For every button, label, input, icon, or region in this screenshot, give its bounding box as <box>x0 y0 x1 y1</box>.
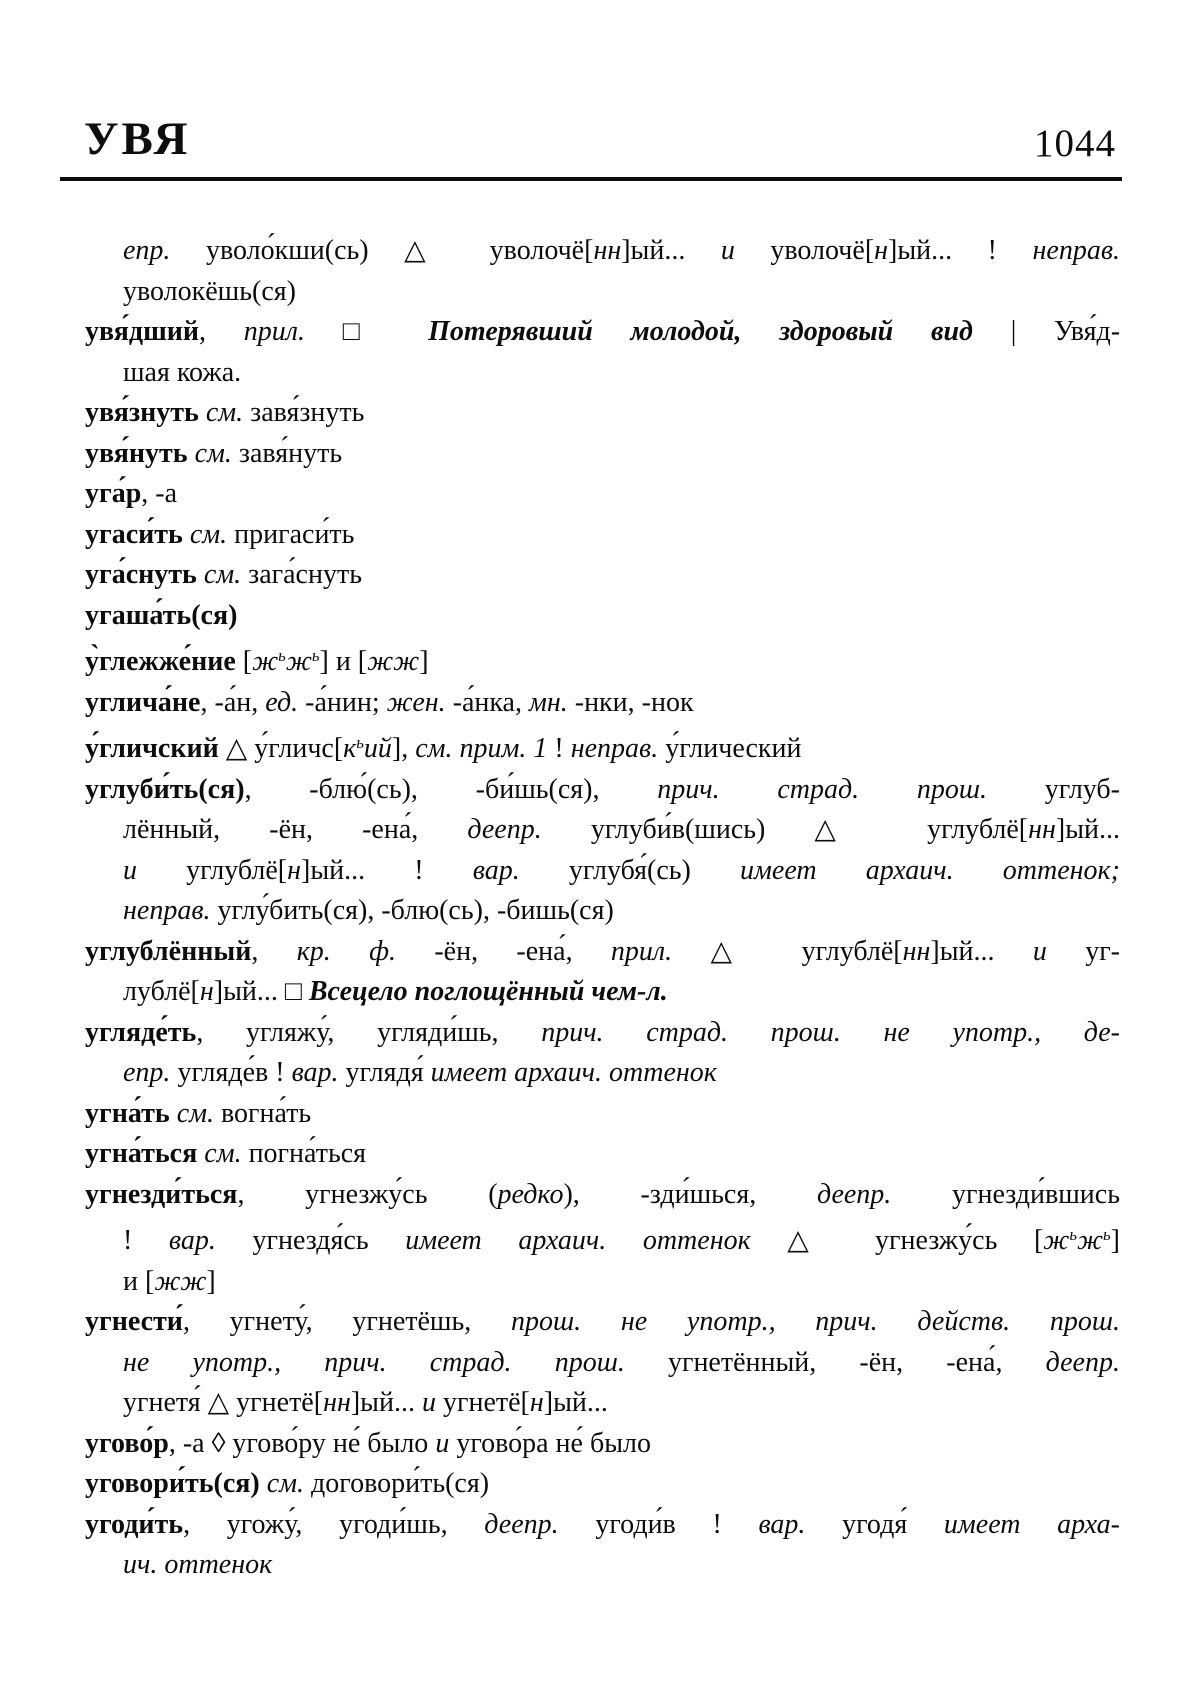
entry-line <box>85 1134 1120 1175</box>
running-head: УВЯ <box>84 113 191 165</box>
superscript-soft-sign: ь <box>1103 1225 1111 1244</box>
grammar-label: см. <box>197 1138 242 1169</box>
grammar-label: прич. страд. прош. <box>657 773 988 805</box>
grammar-label: прич. страд. прош. не употр., де- <box>541 1016 1120 1048</box>
headword: у́гличский <box>85 733 219 764</box>
body-text: углубя́(сь) <box>519 854 741 886</box>
entry-line <box>85 1302 1120 1343</box>
body-text: углуби́в(шись) △ углублё[ <box>541 814 1029 845</box>
body-text: угнетённый, -ён, -ена́, <box>624 1346 1046 1378</box>
grammar-label: см. <box>259 1468 305 1499</box>
body-text: угнетё[ <box>435 1387 530 1418</box>
body-text: ]ый... ! <box>888 235 1033 266</box>
body-text: △ угнезжу́сь [ <box>750 1225 1044 1256</box>
page-number: 1044 <box>1034 122 1116 165</box>
entry-line <box>85 723 1120 770</box>
grammar-label: ед. <box>265 686 299 718</box>
grammar-label: и <box>720 235 735 266</box>
grammar-label: кр. ф. <box>296 935 396 967</box>
body-text: ]ый... <box>350 1387 422 1418</box>
body-text: △ углублё[ <box>672 935 903 967</box>
body-text: ]ый... <box>621 235 721 266</box>
grammar-label: н <box>529 1387 544 1418</box>
headword: углублённый <box>85 935 252 967</box>
entry-line <box>85 972 1120 1013</box>
entry-line <box>85 1424 1120 1465</box>
superscript-soft-sign: ь <box>356 733 364 752</box>
headword: угоди́ть <box>85 1508 184 1540</box>
grammar-label: имеет архаич. оттенок <box>430 1057 717 1088</box>
body-text: угнетя́ △ угнетё[ <box>123 1387 324 1418</box>
grammar-label: вар. <box>472 854 520 886</box>
entry-line <box>85 891 1120 932</box>
body-text: -а́нин; <box>298 686 387 718</box>
body-text: □ <box>304 316 429 347</box>
grammar-label: см. прим. 1 <box>415 733 548 764</box>
grammar-label: неправ. <box>1032 235 1121 266</box>
body-text: пригаси́ть <box>227 518 355 550</box>
body-text: зага́снуть <box>241 559 362 590</box>
body-text: , угнету́, угнетёшь, <box>182 1306 511 1337</box>
body-text: ! <box>123 1225 169 1256</box>
body-text: шая кожа. <box>123 356 242 388</box>
grammar-label: прил. <box>610 935 673 967</box>
body-text: углублё[ <box>137 854 288 886</box>
body-text: уволочё[ <box>734 235 875 266</box>
body-text: , -а́н, <box>200 686 266 718</box>
entry-line <box>85 434 1120 475</box>
body-text: и [ <box>123 1265 155 1297</box>
entry-line <box>85 1343 1120 1384</box>
headword: угаси́ть <box>85 518 183 550</box>
grammar-label: к <box>343 733 357 764</box>
grammar-label: имеет архаич. оттенок; <box>740 854 1120 886</box>
grammar-label: вар. <box>291 1057 339 1088</box>
body-text: ]ый... <box>930 935 1033 967</box>
body-text: △ у́гличс[ <box>218 733 344 764</box>
grammar-label: н <box>199 976 214 1007</box>
entry-line <box>85 1545 1120 1586</box>
body-text: -нки, -нок <box>567 686 694 718</box>
entry-line <box>85 683 1120 724</box>
grammar-label: ж <box>252 646 279 677</box>
grammar-label: см. <box>196 559 242 590</box>
body-text: ] <box>419 646 429 677</box>
body-text: , угляжу́, угляди́шь, <box>196 1016 542 1048</box>
body-text: уг- <box>1046 935 1121 967</box>
headword: угнезди́ться <box>85 1178 238 1210</box>
grammar-label: см. <box>169 1097 214 1129</box>
body-text: лублё[ <box>123 976 200 1007</box>
grammar-label: жж <box>367 646 420 677</box>
entry-line <box>85 555 1120 596</box>
body-text: [ <box>235 646 253 677</box>
headword: уговори́ть(ся) <box>85 1468 260 1499</box>
body-text: | Увя́д- <box>972 316 1121 347</box>
body-text: углу́бить(ся), -блю(сь), -бишь(ся) <box>210 895 614 926</box>
entry-line <box>85 810 1120 851</box>
grammar-label: деепр. <box>484 1508 559 1540</box>
entry-line <box>85 770 1120 811</box>
body-text: , -блю́(сь), -би́шь(ся), <box>244 773 658 805</box>
grammar-label: вар. <box>758 1508 806 1540</box>
grammar-label: деепр. <box>467 814 542 845</box>
entry-line <box>85 1464 1120 1505</box>
grammar-label: н <box>874 235 889 266</box>
grammar-label: см. <box>187 437 232 469</box>
grammar-label: деепр. <box>816 1178 892 1210</box>
definition-text: Потерявший молодой, здоровый вид <box>428 316 973 347</box>
body-text: , -а <box>141 478 178 509</box>
entry-line <box>85 353 1120 394</box>
entries-column <box>85 231 1120 1586</box>
body-text: , -а ◊ угово́ру не́ было <box>168 1427 436 1459</box>
grammar-label: деепр. <box>1045 1346 1120 1378</box>
grammar-label: прил. <box>243 316 305 347</box>
body-text: углуб- <box>987 773 1120 805</box>
headword: углуби́ть(ся) <box>85 773 245 805</box>
body-text: , угожу́, угоди́шь, <box>183 1508 485 1540</box>
body-text: , <box>251 935 297 967</box>
grammar-label: см. <box>182 518 228 550</box>
grammar-label: ж <box>1043 1225 1070 1256</box>
body-text: договори́ть(ся) <box>304 1468 490 1499</box>
grammar-label: нн <box>323 1387 351 1418</box>
body-text: угнезди́вшись <box>891 1178 1120 1210</box>
grammar-label: епр. <box>123 1057 171 1088</box>
entry-line <box>85 393 1120 434</box>
body-text: уволокёшь(ся) <box>123 275 296 307</box>
grammar-label: прош. не употр., прич. действ. прош. <box>511 1306 1120 1337</box>
body-text: ), -зди́шься, <box>563 1178 817 1210</box>
body-text: у́глический <box>658 733 802 764</box>
body-text: ]ый... <box>543 1387 608 1418</box>
headword: угна́ть <box>85 1097 170 1129</box>
entry-line <box>85 596 1120 637</box>
headword: угна́ться <box>85 1138 198 1169</box>
body-text: угнездя́сь <box>215 1225 406 1256</box>
entry-line <box>85 1383 1120 1424</box>
headword: угово́р <box>85 1427 169 1459</box>
entry-line <box>85 1094 1120 1135</box>
body-text: вогна́ть <box>213 1097 312 1129</box>
body-text: угоди́в ! <box>558 1508 759 1540</box>
grammar-label: и <box>421 1387 436 1418</box>
grammar-label: мн. <box>528 686 568 718</box>
body-text: -ён, -ена́, <box>396 935 611 967</box>
grammar-label: ий <box>363 733 392 764</box>
grammar-label: ж <box>1076 1225 1104 1256</box>
grammar-label: ж <box>285 646 312 677</box>
body-text: , угнезжу́сь ( <box>237 1178 498 1210</box>
grammar-label: имеет арха- <box>943 1508 1120 1540</box>
entry-line <box>85 272 1120 313</box>
body-text: лённый, -ён, -ена́, <box>123 814 468 845</box>
superscript-soft-sign: ь <box>278 646 286 665</box>
entry-line <box>85 1215 1120 1262</box>
superscript-soft-sign: ь <box>311 646 320 665</box>
grammar-label: нн <box>1028 814 1056 845</box>
grammar-label: редко <box>497 1178 564 1210</box>
body-text: ]ый... □ <box>213 976 309 1007</box>
superscript-soft-sign: ь <box>1069 1225 1077 1244</box>
entry-line <box>85 231 1120 272</box>
entry-line <box>85 1013 1120 1054</box>
entry-line <box>85 1053 1120 1094</box>
entry-line <box>85 474 1120 515</box>
body-text: погна́ться <box>241 1138 367 1169</box>
grammar-label: не употр., прич. страд. прош. <box>123 1346 625 1378</box>
grammar-label: см. <box>198 397 244 428</box>
body-text: -а́нка, <box>445 686 529 718</box>
headword: уга́снуть <box>85 559 197 590</box>
grammar-label: епр. <box>123 235 171 266</box>
headword: угляде́ть <box>85 1016 197 1048</box>
body-text: ] <box>1110 1225 1120 1256</box>
body-text: углядя́ <box>338 1057 431 1088</box>
grammar-label: имеет архаич. оттенок <box>405 1225 751 1256</box>
body-text: угодя́ <box>805 1508 944 1540</box>
entry-line <box>85 1175 1120 1216</box>
body-text: ! <box>547 733 571 764</box>
headword: у̀глежже́ние <box>85 646 236 677</box>
grammar-label: ич. оттенок <box>123 1549 273 1580</box>
headword: углича́не <box>85 686 201 718</box>
grammar-label: и <box>123 854 137 886</box>
entry-line <box>85 932 1120 973</box>
grammar-label: вар. <box>168 1225 216 1256</box>
body-text: уволо́кши(сь) △ уволочё[ <box>170 235 594 266</box>
body-text: ]ый... ! <box>301 854 473 886</box>
body-text: завя́нуть <box>231 437 343 469</box>
body-text: ] <box>206 1265 216 1297</box>
grammar-label: жж <box>154 1265 207 1297</box>
headword: увя́дший <box>85 316 199 347</box>
grammar-label: жен. <box>386 686 446 718</box>
entry-line <box>85 636 1120 683</box>
body-text: завя́знуть <box>243 397 365 428</box>
headword: угнести́ <box>85 1306 183 1337</box>
grammar-label: нн <box>593 235 622 266</box>
header-rule <box>60 177 1122 181</box>
grammar-label: и <box>435 1427 450 1459</box>
grammar-label: н <box>287 854 301 886</box>
headword: угаша́ть(ся) <box>85 599 238 631</box>
headword: уга́р <box>85 478 142 509</box>
grammar-label: неправ. <box>123 895 211 926</box>
grammar-label: нн <box>902 935 931 967</box>
body-text: ] и [ <box>319 646 368 677</box>
entry-line <box>85 515 1120 556</box>
headword: увя́знуть <box>85 397 199 428</box>
grammar-label: и <box>1032 935 1047 967</box>
body-text: , <box>198 316 244 347</box>
headword: увя́нуть <box>85 437 188 469</box>
body-text: угово́ра не́ было <box>449 1427 651 1459</box>
page-header <box>84 113 1116 165</box>
body-text: ], <box>391 733 416 764</box>
body-text: ]ый... <box>1055 814 1120 845</box>
definition-text: Всецело поглощённый чем-л. <box>308 976 668 1007</box>
grammar-label: неправ. <box>570 733 659 764</box>
body-text: угляде́в ! <box>170 1057 292 1088</box>
entry-line <box>85 1262 1120 1303</box>
entry-line <box>85 312 1120 353</box>
entry-line <box>85 851 1120 892</box>
entry-line <box>85 1505 1120 1546</box>
